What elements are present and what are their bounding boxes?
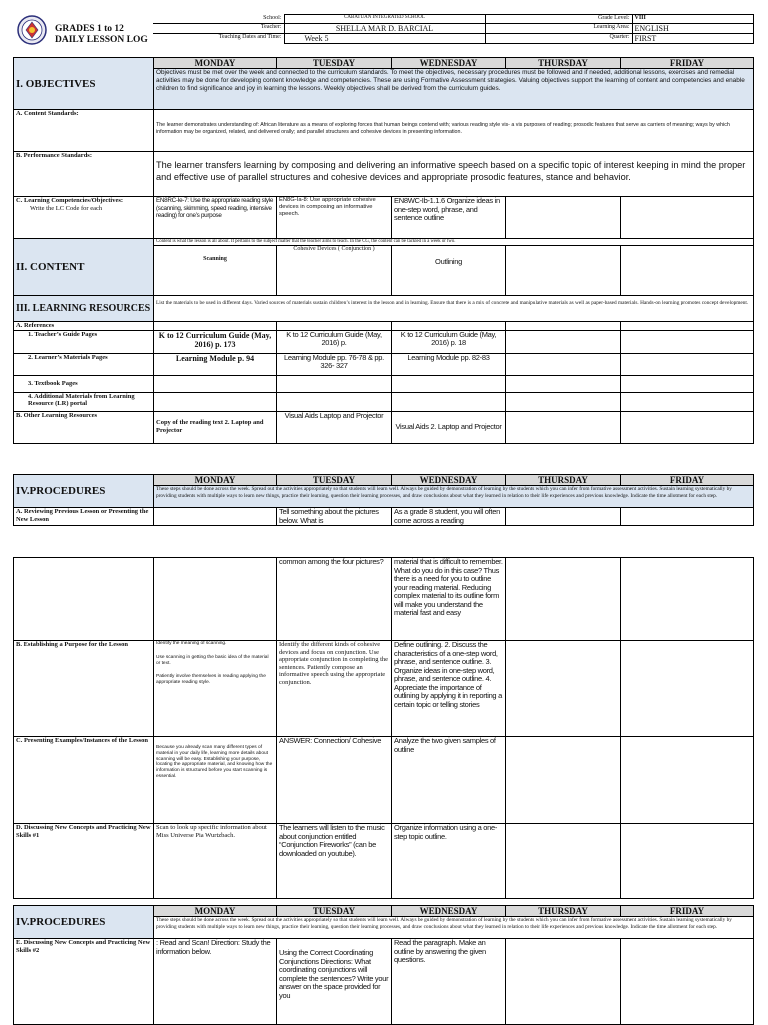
teacher-label: Teacher: — [153, 24, 284, 34]
procedure-e-monday: : Read and Scan! Direction: Study the information below. — [154, 939, 277, 1025]
content-wednesday: Outlining — [392, 245, 506, 295]
procedure-b-label: B. Establishing a Purpose for the Lesson — [14, 641, 154, 737]
content-heading: II. CONTENT — [14, 239, 154, 296]
proc-day-friday: FRIDAY — [621, 475, 754, 486]
other-resources-wednesday: Visual Aids 2. Laptop and Projector — [392, 411, 506, 443]
title-line-2: DAILY LESSON LOG — [55, 35, 148, 45]
procedure-d-wednesday: Organize information using a one-step topic outline. — [392, 824, 506, 899]
objectives-heading: I. OBJECTIVES — [14, 58, 154, 110]
procedure-b-tuesday: Identify the different kinds of cohesive devices and focus on conjunction. Use appropriate conjunction in completing the sentences. Patiently compose an informative speech using the appropriate conjunction. — [277, 641, 392, 737]
day-thursday: THURSDAY — [506, 58, 621, 69]
quarter-label: Quarter: — [485, 34, 632, 44]
resources-note: List the materials to be used in different days. Varied sources of materials sustain children’s interest in the lesson and in learning. Ensure that there is a mix of concrete and manipulative materials as well as paper-based materials. Hands-on learning promotes concept development. — [154, 295, 754, 321]
competencies-tuesday: EN8G-Ia-8: Use appropriate cohesive devices in composing an informative speech. — [277, 197, 392, 239]
learners-materials-tuesday: Learning Module pp. 76-78 & pp. 326- 327 — [277, 353, 392, 375]
deped-seal-icon — [17, 15, 47, 45]
teaching-dates-label: Teaching Dates and Time: — [153, 34, 284, 44]
competencies-monday: EN8RC-Ie-7: Use the appropriate reading style (scanning, skimming, speed reading, intensive reading) for one’s purpose — [154, 197, 277, 239]
procedure-c-label: C. Presenting Examples/Instances of the Lesson — [14, 737, 154, 824]
other-resources-label: B. Other Learning Resources — [14, 411, 154, 443]
competencies-wednesday: EN8WC-Ib-1.1.6 Organize ideas in one-step word, phrase, and sentence outline — [392, 197, 506, 239]
performance-standards-text: The learner transfers learning by composing and delivering an informative speech based on a specific topic of interest keeping in mind the proper and effective use of parallel structures and cohesive devices and appropriate prosodic features, stance and behavior. — [154, 152, 754, 197]
competencies-label — [14, 197, 154, 239]
other-resources-tuesday: Visual Aids Laptop and Projector — [277, 411, 392, 443]
competencies-thursday — [506, 197, 621, 239]
proc2-day-wednesday: WEDNESDAY — [392, 906, 506, 917]
proc-day-wednesday: WEDNESDAY — [392, 475, 506, 486]
content-standards-label: A. Content Standards: — [14, 110, 154, 152]
procedure-b-monday-2: Use scanning in getting the basic idea of the material or text. — [156, 654, 269, 666]
day-friday: FRIDAY — [621, 58, 754, 69]
proc2-day-friday: FRIDAY — [621, 906, 754, 917]
learners-materials-wednesday: Learning Module pp. 82-83 — [392, 353, 506, 375]
procedure-b-wednesday: Define outlining. 2. Discuss the characteristics of a one-step word, phrase, and sentence outline. 3. Organize ideas in one-step word, phrase, and sentence outline. 4. Appreciate the importance of outlining by applying it in reporting a certain topic or telling stories — [392, 641, 506, 737]
proc-day-tuesday: TUESDAY — [277, 475, 392, 486]
teachers-guide-monday: K to 12 Curriculum Guide (May, 2016) p. 173 — [154, 330, 277, 353]
day-wednesday: WEDNESDAY — [392, 58, 506, 69]
procedure-a-label: A. Reviewing Previous Lesson or Presenting the New Lesson — [14, 508, 154, 526]
day-tuesday: TUESDAY — [277, 58, 392, 69]
content-friday — [621, 245, 754, 295]
references-label: A. References — [14, 321, 154, 330]
resources-heading: III. LEARNING RESOURCES — [14, 295, 154, 321]
school-label: School: — [153, 15, 284, 24]
title-line-1: GRADES 1 to 12 — [55, 24, 124, 34]
competencies-friday — [621, 197, 754, 239]
procedure-d-tuesday: The learners will listen to the music about conjunction entitled “Conjunction Fireworks” (can be downloaded on youtube). — [277, 824, 392, 899]
procedure-e-label: E. Discussing New Concepts and Practicing New Skills #2 — [14, 939, 154, 1025]
procedure-d-label: D. Discussing New Concepts and Practicing New Skills #1 — [14, 824, 154, 899]
day-monday: MONDAY — [154, 58, 277, 69]
procedure-a-wednesday-cont: material that is difficult to remember. What do you do in this case? Thus there is a need for you to outline your reading material. Reducing complex material to its outline form will make you understand the material fast and easy — [392, 558, 506, 641]
proc2-day-tuesday: TUESDAY — [277, 906, 392, 917]
procedures-note-2: These steps should be done across the week. Spread out the activities appropriately so that students will learn well. Always be guided by demonstration of learning by the students which you can infer from formative assessment activities. Sustain learning systematically by providing students with multiple ways to learn new things, practice their learning, question their learning processes, and draw conclusions about what they learned in relation to their life experiences and previous knowledge. Indicate the time allotment for each step. — [154, 917, 754, 939]
other-resources-monday: Copy of the reading text 2. Laptop and Projector — [154, 411, 277, 443]
school-value: CABATUAN INTEGRATED SCHOOL — [284, 15, 485, 24]
header-info-table — [153, 14, 754, 44]
procedure-a-tuesday: Tell something about the pictures below. What is — [277, 508, 392, 526]
procedure-c-tuesday: ANSWER: Connection/ Cohesive — [277, 737, 392, 824]
procedure-b-monday — [154, 641, 277, 737]
procedure-a-tuesday-cont: common among the four pictures? — [277, 558, 392, 641]
content-monday: Scanning — [154, 245, 277, 295]
teachers-guide-tuesday: K to 12 Curriculum Guide (May, 2016) p. — [277, 330, 392, 353]
proc-day-thursday: THURSDAY — [506, 475, 621, 486]
grade-level-label: Grade Level: — [485, 15, 632, 24]
competencies-label-sub: Write the LC Code for each — [30, 204, 103, 212]
procedure-b-monday-1: Identify the meaning of scanning. — [156, 641, 227, 646]
proc-day-monday: MONDAY — [154, 475, 277, 486]
learners-materials-label: 2. Learner’s Materials Pages — [14, 353, 154, 375]
procedures-heading: IV.PROCEDURES — [14, 475, 154, 508]
learning-area-value: ENGLISH — [632, 24, 753, 34]
procedure-d-monday: Scan to look up specific information about Miss Universe Pia Wurtzbach. — [154, 824, 277, 899]
procedure-b-monday-3: Patiently involve themselves in reading applying the appropriate reading style. — [156, 674, 266, 686]
learners-materials-monday: Learning Module p. 94 — [154, 353, 277, 375]
procedure-c-monday: Because you already scan many different types of material in your daily life, learning more details about scanning will be easy. Establishing your purpose, locating the appropriate material, and knowing how the information is structured before you start scanning is essential. — [154, 737, 277, 824]
learning-area-label: Learning Area: — [485, 24, 632, 34]
procedures-table-page3 — [13, 905, 754, 1025]
procedures-heading-2: IV.PROCEDURES — [14, 906, 154, 939]
competencies-label-main: C. Learning Competencies/Objectives: — [16, 197, 124, 204]
content-tuesday: Cohesive Devices ( Conjunction ) — [277, 245, 392, 295]
teacher-value: SHELLA MAR D. BARCIAL — [284, 24, 485, 34]
procedures-note: These steps should be done across the week. Spread out the activities appropriately so that students will learn well. Always be guided by demonstration of learning by the students which you can infer from formative assessment activities. Sustain learning systematically by providing students with multiple ways to learn new things, practice their learning, question their learning processes, and draw conclusions about what they learned in relation to their life experiences and previous knowledge. Indicate the time allotment for each step. — [154, 486, 754, 508]
textbook-pages-label: 3. Textbook Pages — [14, 375, 154, 392]
teachers-guide-wednesday: K to 12 Curriculum Guide (May, 2016) p. 18 — [392, 330, 506, 353]
lesson-log-table-part1 — [13, 57, 754, 444]
procedure-e-wednesday: Read the paragraph. Make an outline by answering the given questions. — [392, 939, 506, 1025]
teaching-dates-value: Week 5 — [284, 34, 485, 44]
content-note: Content is what the lesson is all about. It pertains to the subject matter that the teacher aims to teach. In the CG, the content can be tackled in a week or two. — [154, 239, 754, 246]
document-title — [55, 24, 148, 46]
procedure-c-wednesday: Analyze the two given samples of outline — [392, 737, 506, 824]
quarter-value: FIRST — [632, 34, 753, 44]
performance-standards-label: B. Performance Standards: — [14, 152, 154, 197]
content-thursday — [506, 245, 621, 295]
content-standards-text: The learner demonstrates understanding of: African literature as a means of exploring forces that human beings contend with; various reading style vis- a vis purposes of reading; prosodic features that serve as carriers of meaning; ways by which information may be organized, related, and delivered orally; and parallel structures and cohesive devices in presenting information. — [154, 110, 754, 152]
procedure-a-wednesday: As a grade 8 student, you will often come across a reading — [392, 508, 506, 526]
procedures-table-page1 — [13, 474, 754, 526]
grade-level-value: VIII — [632, 15, 753, 24]
proc2-day-thursday: THURSDAY — [506, 906, 621, 917]
proc2-day-monday: MONDAY — [154, 906, 277, 917]
procedures-table-page2 — [13, 557, 754, 899]
additional-materials-label: 4. Additional Materials from Learning Resource (LR) portal — [14, 392, 154, 411]
teachers-guide-label: 1. Teacher’s Guide Pages — [14, 330, 154, 353]
objectives-note: Objectives must be met over the week and connected to the curriculum standards. To meet the objectives, necessary procedures must be followed and if needed, additional lessons, exercises and remedial activities may be done for developing content knowledge and competencies. These are using Formative Assessment strategies. Valuing objectives support the learning of content and competencies and enable children to find significance and joy in learning the lessons. Weekly objectives shall be derived from the curriculum guides. — [154, 69, 754, 110]
procedure-e-tuesday: Using the Correct Coordinating Conjunctions Directions: What coordinating conjunctions will complete the sentences? Write your answer on the space provided for you — [277, 939, 392, 1025]
